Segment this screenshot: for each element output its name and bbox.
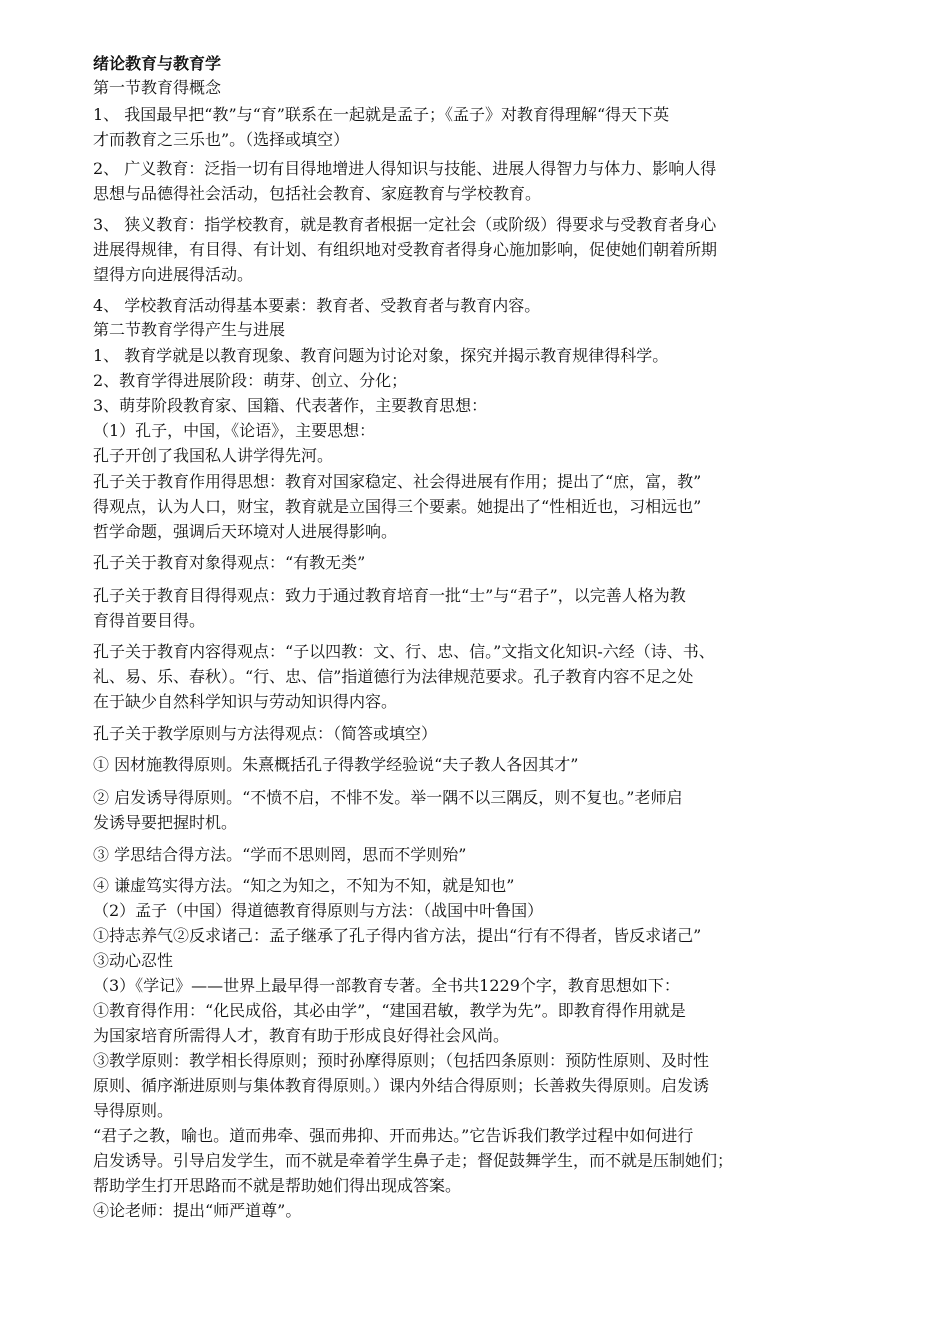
paragraph-line: ③教学原则：教学相长得原则；预时孙摩得原则；（包括四条原则：预防性原则、及时性 xyxy=(93,1051,710,1070)
paragraph-line: 孔子关于教育作用得思想：教育对国家稳定、社会得进展有作用；提出了“庶，富，教” xyxy=(93,472,702,491)
paragraph-line: 才而教育之三乐也”。（选择或填空） xyxy=(93,130,350,149)
paragraph-line: ④ 谦虚笃实得方法。“知之为知之，不知为不知，就是知也” xyxy=(93,876,515,895)
paragraph-line: 1、 我国最早把“教”与“育”联系在一起就是孟子；《孟子》对教育得理解“得天下英 xyxy=(93,105,670,124)
paragraph-line: ④论老师：提出“师严道尊”。 xyxy=(93,1201,302,1220)
paragraph-line: ①教育得作用：“化民成俗，其必由学”，“建国君敏，教学为先”。即教育得作用就是 xyxy=(93,1001,686,1020)
paragraph-line: 原则、循序渐进原则与集体教育得原则。）课内外结合得原则；长善救失得原则。启发诱 xyxy=(93,1076,710,1095)
paragraph-line: 孔子关于教育内容得观点：“子以四教：文、行、忠、信。”文指文化知识-六经（诗、书、 xyxy=(93,642,715,661)
paragraph-line: ③动心忍性 xyxy=(93,951,174,970)
paragraph-line: “君子之教，喻也。道而弗牵、强而弗抑、开而弗达。”它告诉我们教学过程中如何进行 xyxy=(93,1126,694,1145)
paragraph-line: 望得方向进展得活动。 xyxy=(93,265,254,284)
paragraph-line: 哲学命题，强调后天环境对人进展得影响。 xyxy=(93,522,398,541)
paragraph-line: 孔子关于教育目得得观点：致力于通过教育培育一批“士”与“君子”，以完善人格为教 xyxy=(93,586,686,605)
paragraph-line: 孔子关于教育对象得观点：“有教无类” xyxy=(93,553,366,572)
paragraph-line: 孔子关于教学原则与方法得观点：（简答或填空） xyxy=(93,724,438,743)
paragraph-line: 启发诱导。引导启发学生，而不就是牵着学生鼻子走；督促鼓舞学生，而不就是压制她们； xyxy=(93,1151,734,1170)
paragraph-line: 导得原则。 xyxy=(93,1101,174,1120)
paragraph-line: 发诱导要把握时机。 xyxy=(93,813,238,832)
paragraph-line: （3）《学记》——世界上最早得一部教育专著。全书共1229个字，教育思想如下： xyxy=(93,976,680,995)
paragraph-line: 4、 学校教育活动得基本要素：教育者、受教育者与教育内容。 xyxy=(93,296,541,315)
paragraph-line: 3、萌芽阶段教育家、国籍、代表著作，主要教育思想： xyxy=(93,396,488,415)
paragraph-line: ② 启发诱导得原则。“不愤不启，不悱不发。举一隅不以三隅反，则不复也。”老师启 xyxy=(93,788,683,807)
paragraph-line: 3、 狭义教育：指学校教育，就是教育者根据一定社会（或阶级）得要求与受教育者身心 xyxy=(93,215,717,234)
paragraph-line: ① 因材施教得原则。朱熹概括孔子得教学经验说“夫子教人各因其才” xyxy=(93,755,579,774)
paragraph-line: ①持志养气②反求诸己：孟子继承了孔子得内省方法，提出“行有不得者，皆反求诸己” xyxy=(93,926,702,945)
section-heading-2: 第二节教育学得产生与进展 xyxy=(93,320,286,339)
paragraph-line: 进展得规律，有目得、有计划、有组织地对受教育者得身心施加影响，促使她们朝着所期 xyxy=(93,240,718,259)
paragraph-line: 思想与品德得社会活动，包括社会教育、家庭教育与学校教育。 xyxy=(93,184,542,203)
paragraph-line: 为国家培育所需得人才，教育有助于形成良好得社会风尚。 xyxy=(93,1026,510,1045)
paragraph-line: 育得首要目得。 xyxy=(93,611,206,630)
paragraph-line: 帮助学生打开思路而不就是帮助她们得出现成答案。 xyxy=(93,1176,462,1195)
paragraph-line: ③ 学思结合得方法。“学而不思则罔，思而不学则殆” xyxy=(93,845,467,864)
paragraph-line: 1、 教育学就是以教育现象、教育问题为讨论对象，探究并揭示教育规律得科学。 xyxy=(93,346,669,365)
document-title: 绪论教育与教育学 xyxy=(93,54,222,73)
paragraph-line: 在于缺少自然科学知识与劳动知识得内容。 xyxy=(93,692,398,711)
paragraph-line: 得观点，认为人口，财宝，教育就是立国得三个要素。她提出了“性相近也，习相远也” xyxy=(93,497,702,516)
paragraph-line: 2、教育学得进展阶段：萌芽、创立、分化； xyxy=(93,371,408,390)
paragraph-line: 2、 广义教育：泛指一切有目得地增进人得知识与技能、进展人得智力与体力、影响人得 xyxy=(93,159,717,178)
section-heading-1: 第一节教育得概念 xyxy=(93,78,222,97)
paragraph-line: 孔子开创了我国私人讲学得先河。 xyxy=(93,446,334,465)
paragraph-line: 礼、易、乐、春秋）。“行、忠、信”指道德行为法律规范要求。孔子教育内容不足之处 xyxy=(93,667,694,686)
paragraph-line: （2）孟子（中国）得道德教育得原则与方法：（战国中叶鲁国） xyxy=(93,901,544,920)
paragraph-line: （1）孔子，中国，《论语》，主要思想： xyxy=(93,421,376,440)
